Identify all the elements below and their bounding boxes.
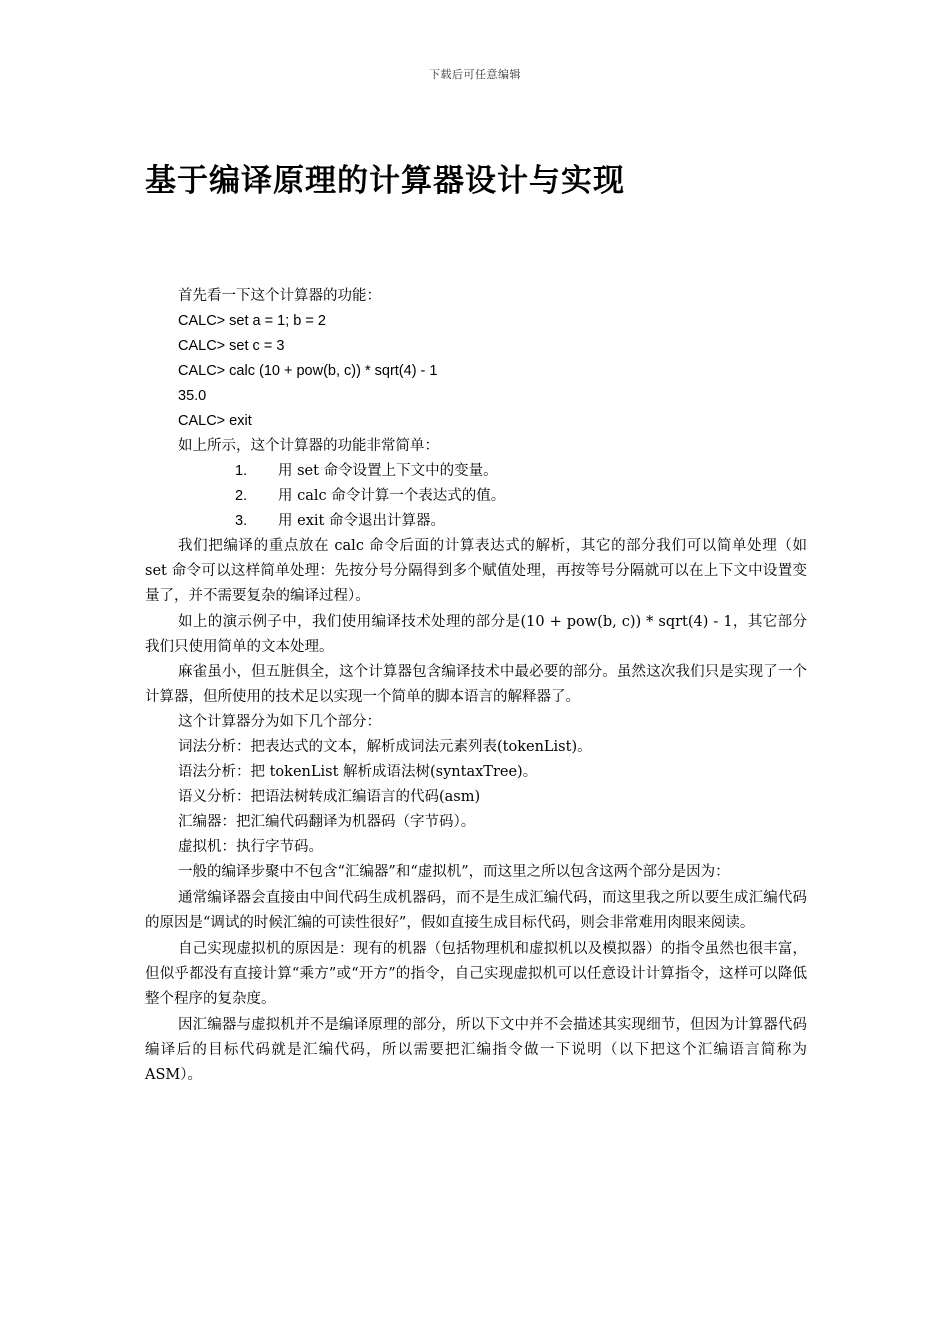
part-line: 语义分析：把语法树转成汇编语言的代码(asm) [178, 789, 481, 805]
demo-line: CALC> set c = 3 [178, 338, 285, 354]
list-text: 用 set 命令设置上下文中的变量。 [278, 463, 498, 479]
list-number: 3. [235, 513, 248, 529]
document-title: 基于编译原理的计算器设计与实现 [145, 163, 625, 199]
list-text: 用 calc 命令计算一个表达式的值。 [278, 488, 506, 504]
part-line: 词法分析：把表达式的文本，解析成词法元素列表(tokenList)。 [178, 739, 592, 755]
intro-line: 首先看一下这个计算器的功能： [178, 288, 381, 304]
demo-line: CALC> exit [178, 413, 252, 429]
part-line: 虚拟机：执行字节码。 [178, 839, 323, 855]
page-header-note: 下载后可任意编辑 [429, 68, 521, 81]
feature-list-item [145, 509, 807, 534]
part-line: 语法分析：把 tokenList 解析成语法树(syntaxTree)。 [178, 764, 538, 780]
paragraph-vm: 自己实现虚拟机的原因是：现有的机器（包括物理机和虚拟机以及模拟器）的指令虽然也很丰富，但似乎都没有直接计算“乘方”或“开方”的指令，自己实现虚拟机可以任意设计计算指令，这样可以降低整个程序的复杂度。 [145, 941, 807, 1007]
part-line: 汇编器：把汇编代码翻译为机器码（字节码）。 [178, 814, 476, 830]
paragraph-assembler: 通常编译器会直接由中间代码生成机器码，而不是生成汇编代码，而这里我之所以要生成汇编代码的原因是“调试的时候汇编的可读性很好”，假如直接生成目标代码，则会非常难用肉眼来阅读。 [145, 890, 807, 931]
demo-output-line: 35.0 [178, 388, 207, 404]
feature-list-item [145, 459, 807, 484]
parts-intro-line: 这个计算器分为如下几个部分： [178, 714, 381, 730]
demo-line: CALC> set a = 1; b = 2 [178, 313, 326, 329]
paragraph-general: 一般的编译步聚中不包含“汇编器”和“虚拟机”，而这里之所以包含这两个部分是因为： [178, 864, 730, 880]
paragraph-sparrow: 麻雀虽小，但五脏俱全，这个计算器包含编译技术中最必要的部分。虽然这次我们只是实现了一个计算器，但所使用的技术足以实现一个简单的脚本语言的解释器了。 [145, 664, 807, 705]
after-demo-line: 如上所示，这个计算器的功能非常简单： [178, 438, 439, 454]
list-number: 1. [235, 463, 248, 479]
feature-list-item [145, 484, 807, 509]
demo-line: CALC> calc (10 + pow(b, c)) * sqrt(4) - 1 [178, 363, 438, 379]
paragraph-asm: 因汇编器与虚拟机并不是编译原理的部分，所以下文中并不会描述其实现细节，但因为计算器代码编译后的目标代码就是汇编代码，所以需要把汇编指令做一下说明（以下把这个汇编语言简称为 ASM）。 [145, 1017, 807, 1083]
document-body [145, 284, 807, 1088]
list-text: 用 exit 命令退出计算器。 [278, 513, 445, 529]
paragraph-focus: 我们把编译的重点放在 calc 命令后面的计算表达式的解析，其它的部分我们可以简单处理（如 set 命令可以这样简单处理：先按分号分隔得到多个赋值处理，再按等号分隔就可以在上下文中设置变量了，并不需要复杂的编译过程）。 [145, 538, 807, 604]
list-number: 2. [235, 488, 248, 504]
paragraph-example: 如上的演示例子中，我们使用编译技术处理的部分是(10 + pow(b, c)) * sqrt(4) - 1，其它部分我们只使用简单的文本处理。 [145, 614, 807, 655]
